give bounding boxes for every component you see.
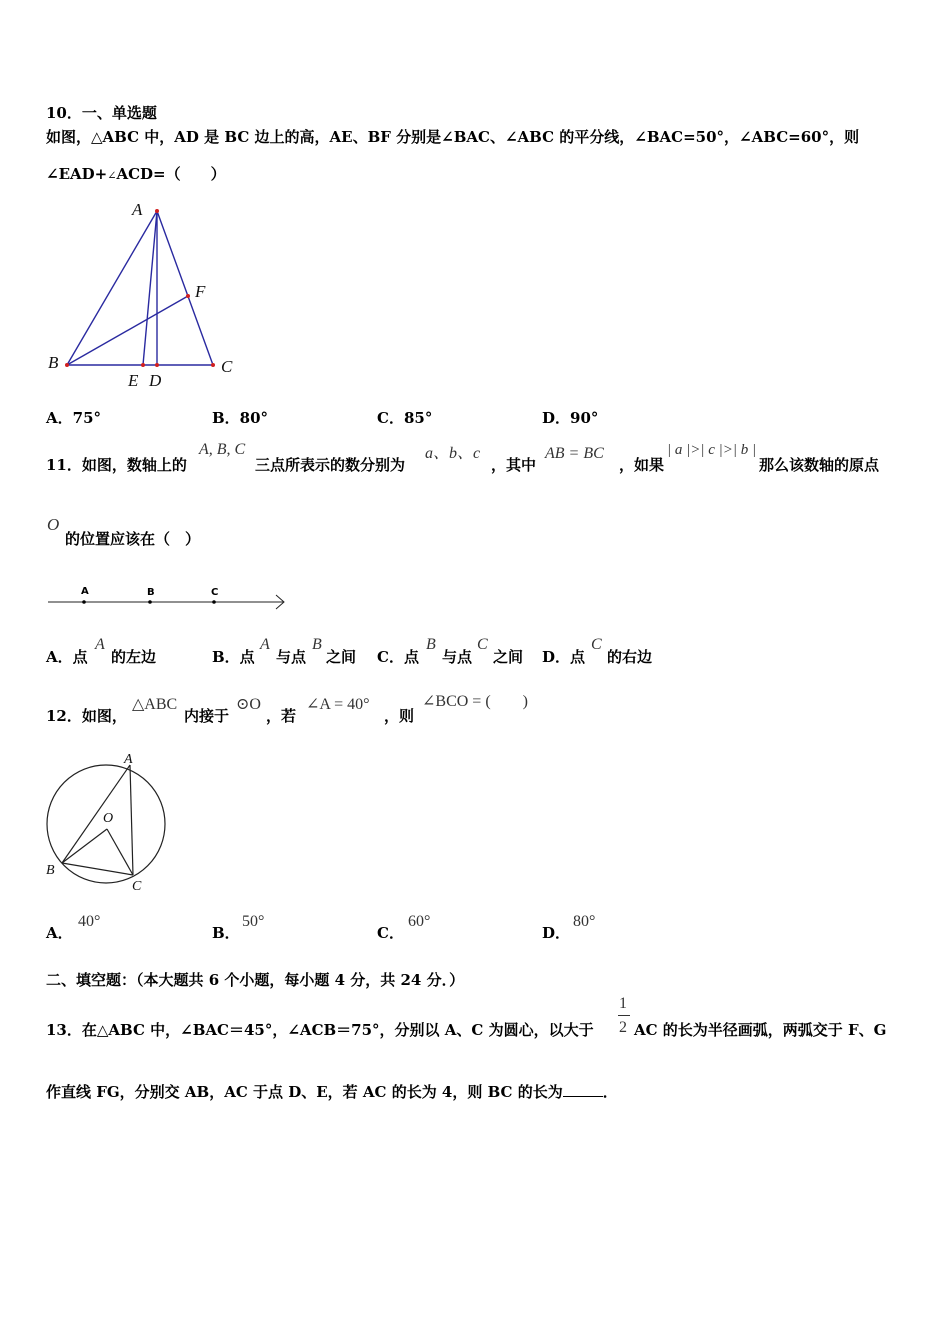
q11-mid3: ，如果 — [619, 456, 665, 474]
q11-option-b-point1: A — [260, 636, 270, 653]
q11-mid4: 那么该数轴的原点 — [759, 456, 880, 474]
q13-line1a: 13．在△ABC 中，∠BAC＝45°，∠ACB＝75°，分别以 A、C 为圆心，以大于 — [46, 1021, 594, 1039]
q10-label-C: C — [221, 357, 233, 376]
q11-option-b-text: 之间 — [326, 648, 357, 666]
q10-number: 10． — [46, 104, 82, 122]
q11-condition: | a |>| c |>| b | — [667, 442, 757, 458]
q11-axis-point-C — [212, 600, 216, 604]
q12-prefix: 12．如图， — [46, 707, 127, 725]
q11-values: a、b、c — [425, 445, 481, 462]
q12-option-b-value: 50° — [242, 913, 265, 930]
q10-point-A — [155, 209, 159, 213]
q11-option-c-point1: B — [426, 636, 436, 653]
q10-angle-small: ∠ — [107, 169, 117, 182]
q10-stem-line2 — [46, 165, 226, 185]
q10-stem-part2: ACD=（ ） — [116, 165, 226, 183]
q12-label-B: B — [46, 863, 55, 878]
q10-heading — [46, 104, 157, 122]
q13-line2b: ． — [602, 1083, 618, 1101]
q10-stem-part1: ∠EAD+ — [46, 165, 108, 183]
q11-origin: O — [47, 515, 60, 534]
q11-option-a-label: A．点 — [46, 648, 88, 666]
q12-mid1: 内接于 — [184, 707, 230, 725]
q12-option-a-label: A． — [46, 924, 73, 942]
q10-segment-BF — [67, 296, 188, 365]
q12-option-c-label: C． — [377, 924, 404, 942]
q11-axis-label-C: C — [211, 587, 219, 598]
q10-label-A: A — [132, 200, 143, 219]
q10-stem-line1: 如图，△ABC 中，AD 是 BC 边上的高，AE、BF 分别是∠BAC、∠ABC 的平分线，∠BAC=50°，∠ABC=60°，则 — [46, 128, 860, 146]
q12-mid2: ，若 — [266, 707, 297, 725]
q11-option-b-mid: 与点 — [276, 648, 307, 666]
q12-ask: ∠BCO = ( ) — [422, 693, 528, 710]
q13-frac-num: 1 — [619, 995, 627, 1012]
q11-line2: 的位置应该在（ ） — [65, 530, 201, 548]
q10-point-C — [211, 363, 215, 367]
q12-label-C: C — [132, 879, 142, 894]
q11-mid2: ，其中 — [491, 456, 537, 474]
q10-label-B: B — [48, 353, 59, 372]
q12-mid3: ，则 — [384, 707, 415, 725]
q12-triangle: △ABC — [132, 696, 178, 713]
q11-option-d-point: C — [591, 636, 602, 653]
q10-point-E — [141, 363, 145, 367]
q12-label-O: O — [103, 811, 114, 826]
q13-line1b: AC 的长为半径画弧，两弧交于 F、G — [634, 1021, 887, 1039]
q10-option-b[interactable]: B．80° — [212, 409, 269, 427]
q13-answer-blank[interactable] — [563, 1084, 603, 1097]
q11-option-d-text: 的右边 — [607, 648, 653, 666]
q13-line2a: 作直线 FG，分别交 AB，AC 于点 D、E，若 AC 的长为 4，则 BC 的长为 — [46, 1083, 563, 1101]
q11-mid1: 三点所表示的数分别为 — [255, 456, 406, 474]
q11-option-a-text: 的左边 — [111, 648, 157, 666]
q12-side-AB — [62, 765, 130, 863]
q11-points: A, B, C — [199, 441, 246, 458]
q12-given: ∠A = 40° — [306, 696, 370, 713]
q10-side-AB — [67, 211, 157, 365]
q12-circle-figure — [40, 748, 180, 898]
q12-option-c-value: 60° — [408, 913, 431, 930]
q11-axis-label-A: A — [81, 586, 89, 597]
q11-number-line — [46, 582, 291, 616]
q12-circle: ⊙O — [236, 696, 261, 713]
q11-option-b-point2: B — [312, 636, 322, 653]
q10-label-F: F — [195, 282, 206, 301]
q11-axis-label-B: B — [147, 587, 155, 598]
q11-prefix: 11．如图，数轴上的 — [46, 456, 187, 474]
q11-option-c-mid: 与点 — [442, 648, 473, 666]
q12-option-b-label: B． — [212, 924, 240, 942]
q12-option-d-value: 80° — [573, 913, 596, 930]
q12-segment-CO — [107, 829, 133, 875]
q10-point-F — [186, 294, 190, 298]
q11-equation: AB = BC — [545, 445, 604, 462]
q10-option-a[interactable]: A．75° — [46, 409, 102, 427]
q13-frac-bar — [618, 1015, 630, 1016]
q11-option-c-text: 之间 — [493, 648, 524, 666]
q10-label-E: E — [128, 371, 139, 390]
q10-section: 一、单选题 — [81, 104, 157, 122]
q10-option-d[interactable]: D．90° — [542, 409, 599, 427]
q13-line2 — [46, 1083, 618, 1101]
q11-option-c-point2: C — [477, 636, 488, 653]
section2-heading: 二、填空题：（本大题共 6 个小题，每小题 4 分，共 24 分．） — [46, 971, 465, 989]
q10-option-c[interactable]: C．85° — [377, 409, 433, 427]
q12-segment-BO — [62, 829, 107, 863]
q12-label-A: A — [124, 752, 133, 767]
q11-option-c-label: C．点 — [377, 648, 419, 666]
q11-option-b-label: B．点 — [212, 648, 255, 666]
q10-point-B — [65, 363, 69, 367]
q11-axis-point-A — [82, 600, 86, 604]
q10-triangle-figure — [40, 195, 250, 395]
q12-option-a-value: 40° — [78, 913, 101, 930]
q11-option-d-label: D．点 — [542, 648, 586, 666]
q10-segment-AE — [143, 211, 157, 365]
q13-frac-den: 2 — [619, 1019, 627, 1036]
q11-axis-point-B — [148, 600, 152, 604]
q10-point-D — [155, 363, 159, 367]
q10-label-D: D — [149, 371, 162, 390]
q11-option-a-point: A — [95, 636, 105, 653]
q12-option-d-label: D． — [542, 924, 571, 942]
q12-side-AC — [130, 765, 133, 875]
